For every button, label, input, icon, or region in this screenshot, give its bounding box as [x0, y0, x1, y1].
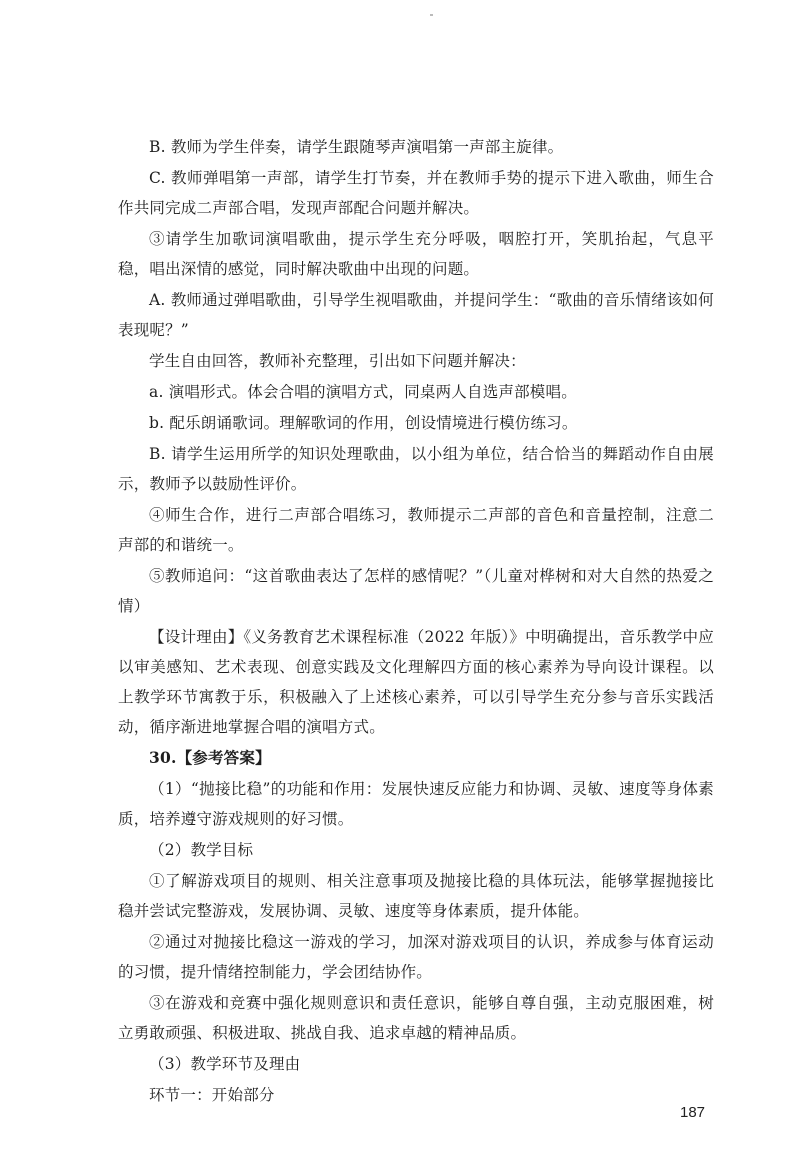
- paragraph-design-reason: 【设计理由】《义务教育艺术课程标准（2022 年版）》中明确提出，音乐教学中应以审美感知、艺术表现、创意实践及文化理解四方面的核心素养为导向设计课程。以上教学环节寓教于乐，积极融入了上述核心素养，可以引导学生充分参与音乐实践活动，循序渐进地掌握合唱的演唱方式。: [118, 628, 714, 736]
- document-body: [118, 132, 714, 1111]
- paragraph-b-group-show: B. 请学生运用所学的知识处理歌曲，以小组为单位，结合恰当的舞蹈动作自由展示，教师予以鼓励性评价。: [118, 445, 714, 493]
- heading-teaching-steps: （3）教学环节及理由: [149, 1055, 301, 1073]
- paragraph-b-accompany: B. 教师为学生伴奏，请学生跟随琴声演唱第一声部主旋律。: [149, 138, 564, 156]
- paragraph-a-question: A. 教师通过弹唱歌曲，引导学生视唱歌曲，并提问学生：“歌曲的音乐情绪该如何表现呢？”: [118, 291, 714, 339]
- scan-mark: [430, 14, 433, 16]
- paragraph-function: （1）“抛接比稳”的功能和作用：发展快速反应能力和协调、灵敏、速度等身体素质，培养遵守游戏规则的好习惯。: [118, 780, 714, 828]
- paragraph-step-4-chorus: ④师生合作，进行二声部合唱练习，教师提示二声部的音色和音量控制，注意二声部的和谐统一。: [118, 506, 714, 554]
- paragraph-students-answer: 学生自由回答，教师补充整理，引出如下问题并解决：: [149, 352, 526, 370]
- paragraph-goal-1: ①了解游戏项目的规则、相关注意事项及抛接比稳的具体玩法，能够掌握抛接比稳并尝试完整游戏，发展协调、灵敏、速度等身体素质，提升体能。: [118, 872, 714, 920]
- paragraph-a-singing-form: a. 演唱形式。体会合唱的演唱方式，同桌两人自选声部模唱。: [149, 383, 577, 401]
- paragraph-goal-3: ③在游戏和竞赛中强化规则意识和责任意识，能够自尊自强，主动克服困难，树立勇敢顽强、积极进取、挑战自我、追求卓越的精神品质。: [118, 994, 714, 1042]
- paragraph-b-recitation: b. 配乐朗诵歌词。理解歌词的作用，创设情境进行模仿练习。: [149, 414, 578, 432]
- heading-teaching-goals: （2）教学目标: [149, 841, 254, 859]
- paragraph-goal-2: ②通过对抛接比稳这一游戏的学习，加深对游戏项目的认识，养成参与体育运动的习惯，提升情绪控制能力，学会团结协作。: [118, 933, 714, 981]
- page-number: 187: [680, 1104, 706, 1121]
- answer-30-heading: 30.【参考答案】: [149, 748, 271, 767]
- paragraph-step-1-start: 环节一：开始部分: [149, 1086, 275, 1104]
- paragraph-c-teacher-sings: C. 教师弹唱第一声部，请学生打节奏，并在教师手势的提示下进入歌曲，师生合作共同完成二声部合唱，发现声部配合问题并解决。: [118, 169, 714, 217]
- paragraph-step-5-question: ⑤教师追问：“这首歌曲表达了怎样的感情呢？”（儿童对桦树和对大自然的热爱之情）: [118, 567, 714, 615]
- paragraph-step-3-lyrics: ③请学生加歌词演唱歌曲，提示学生充分呼吸，咽腔打开，笑肌抬起，气息平稳，唱出深情的感觉，同时解决歌曲中出现的问题。: [118, 230, 714, 278]
